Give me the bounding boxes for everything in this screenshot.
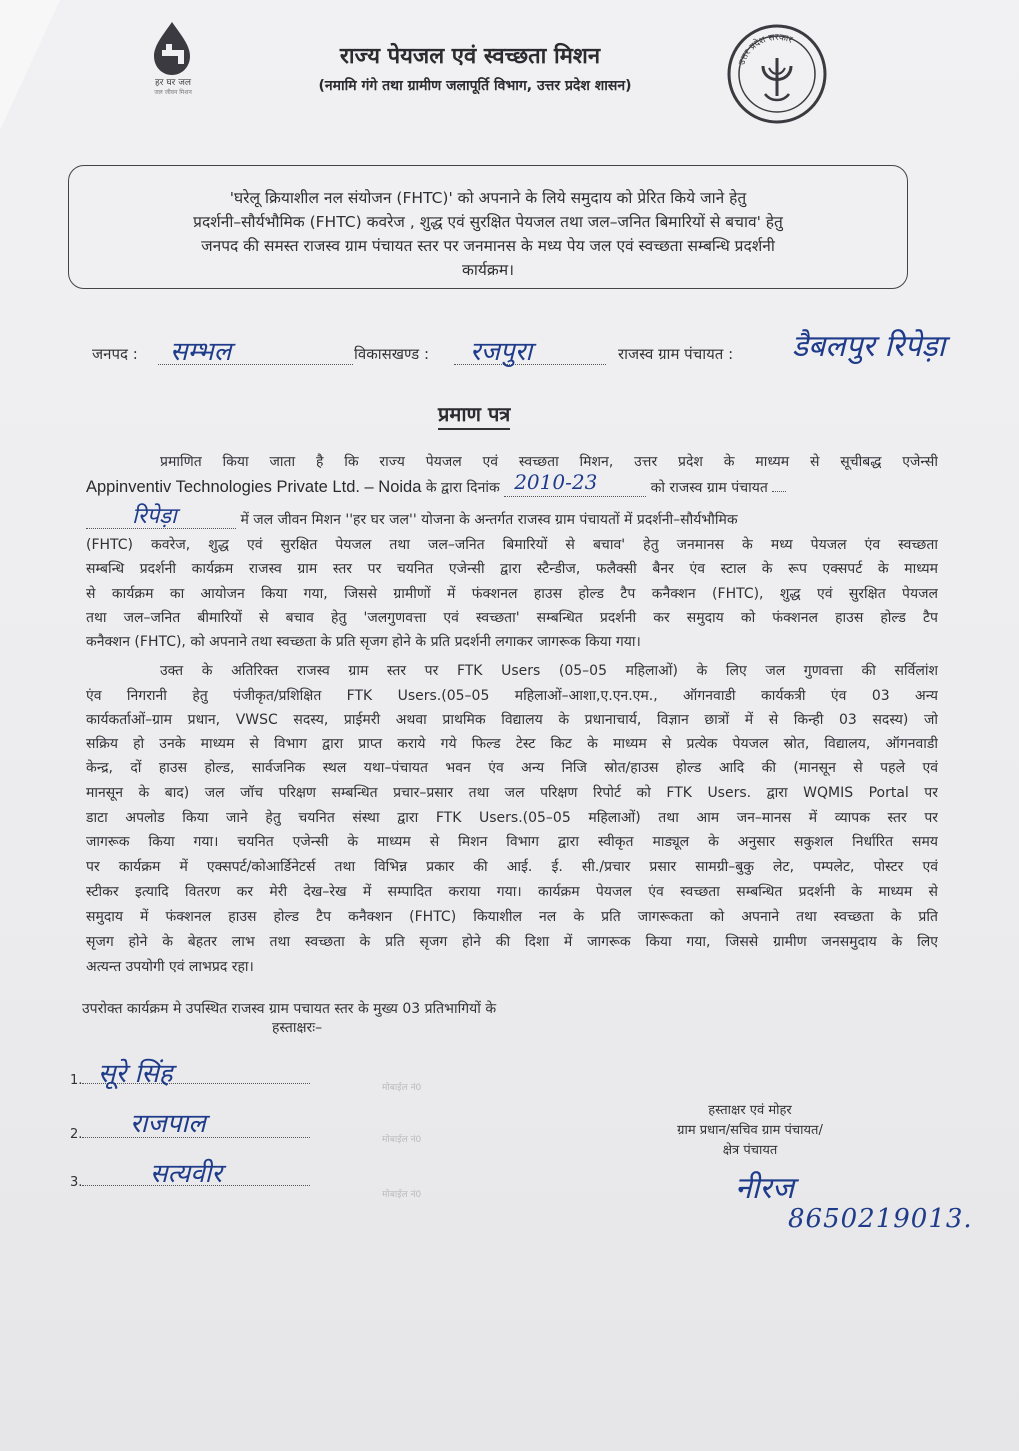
logo-left-text: हर घर जल [155, 78, 191, 88]
para1-line-4: (FHTC) कवरेज, शुद्ध एवं सुरक्षित पेयजल तथा जल–जनित बिमारियों से बचाव' हेतु जनमानस के मध्य पेयजल एंव स्वच्छता [86, 537, 938, 553]
panchayat-label: राजस्व ग्राम पंचायत : [618, 345, 734, 363]
box-line-1: 'घरेलू क्रियाशील नल संयोजन (FHTC)' को अपनाने के लिये समुदाय को प्रेरित किये जाने हेतु [229, 189, 747, 207]
panchayat-value: डैबलपुर रिपेड़ा [792, 329, 946, 364]
box-line-2: प्रदर्शनी–सौर्यभौमिक (FHTC) कवरेज , शुद्ध एवं सुरक्षित पेयजल तथा जल–जनित बिमारियों से बचाव' हेतु [193, 213, 783, 231]
para1-line-3 [86, 504, 938, 534]
para1-line-7: तथा जल–जनित बीमारियों से बचाव हेतु 'जलगुणवत्ता एवं स्वच्छता' सम्बन्धित प्रदर्शनी कर समुदाय को फंक्शनल हाउस होल्ड टैप [86, 610, 938, 626]
district-label: जनपद : [92, 345, 138, 363]
up-government-seal [725, 22, 829, 130]
attendee-signature-1 [70, 1058, 310, 1088]
attendee-signature-2 [70, 1109, 310, 1142]
attendee-mobile-hint: मोबाईल नं0 [382, 1083, 422, 1093]
uttar-pradesh-seal-icon [725, 22, 829, 126]
para1-line-2 [86, 470, 938, 502]
date-suffix: को राजस्व ग्राम पंचायत [650, 480, 768, 496]
location-fields [92, 329, 982, 374]
para2-line-13: अत्यन्त उपयोगी एवं लाभप्रद रहा। [86, 959, 254, 975]
para2-line-10: स्टीकर इत्यादि वितरण कर मेरी देख–रेख में सम्पादित कराया गया। कार्यक्रम पेयजल एंव स्वच्छता सम्बन्धित प्रदर्शनी के माध्यम से [86, 884, 938, 900]
district-value: सम्भल [170, 337, 232, 367]
paper-corner-shade [0, 0, 60, 130]
attendee-name: सत्यवीर [150, 1159, 223, 1189]
attendee-name: सूरे सिंह [98, 1059, 173, 1089]
official-phone: 8650219013. [788, 1204, 973, 1234]
sign-block-line-2: ग्राम प्रधान/सचिव ग्राम पंचायत/ [677, 1123, 823, 1138]
official-signature: नीरज [735, 1171, 794, 1206]
date-value: 2010-23 [514, 470, 598, 494]
date-prefix: के द्वारा दिनांक [425, 480, 500, 496]
para2-line-7: डाटा अपलोड किया जाने हेतु चयनित संस्था द्वारा FTK Users.(05–05 महिलाओं) तथा आम जन–मानस में व्यापक स्तर पर [86, 810, 938, 826]
attendees-line-2: हस्ताक्षरः– [272, 1020, 323, 1036]
para1-line-1: प्रमाणित किया जाता है कि राज्य पेयजल एवं स्वच्छता मिशन, उत्तर प्रदेश के माध्यम से सूचीबद्ध एजेन्सी [160, 454, 938, 470]
sign-block-line-3: क्षेत्र पंचायत [722, 1143, 778, 1158]
attendee-signature-3 [70, 1160, 310, 1190]
attendee-number: 1. [70, 1073, 83, 1088]
block-label: विकासखण्ड : [354, 345, 430, 363]
para1-line-3-text: में जल जीवन मिशन ''हर घर जल'' योजना के अन्तर्गत राजस्व ग्राम पंचायतों में प्रदर्शनी–सौर्यभौमिक [240, 512, 738, 528]
para2-line-1: उक्त के अतिरिक्त राजस्व ग्राम स्तर पर FTK Users (05–05 महिलाओं) के लिए जल गुणवत्ता की सर्विलांश [160, 663, 938, 679]
para2-line-12: सृजग होने के बेहतर लाभ तथा स्वच्छता के प्रति सृजग होने की दिशा में जागरूक किया गया, जिससे ग्रामीण जनसमुदाय के लिए [86, 934, 938, 950]
para2-line-4: सक्रिय हो उनके माध्यम से विभाग द्वारा प्राप्त कराये गये फिल्ड टेस्ट किट के माध्यम से प्रत्येक पेयजल स्रोत, विद्यालय, ऑगनवाडी [86, 736, 938, 752]
header-subtitle: (नमामि गंगे तथा ग्रामीण जलापूर्ति विभाग, उत्तर प्रदेश शासन) [318, 78, 632, 94]
agency-name: Appinventiv Technologies Private Ltd. – Noida [86, 478, 422, 496]
para1-line-5: सम्बन्धि प्रदर्शनी कार्यक्रम राजस्व ग्राम स्तर पर चयनित एजेन्सी द्वारा स्टैन्डीज, फलैक्सी बैनर एंव स्टाल के रूप एक्सपर्ट के माध्यम [86, 561, 938, 577]
para2-line-9: पर कार्यक्रम में एक्सपर्ट/कोआर्डिनेटर्स तथा विभिन्न प्रकार की आई. ई. सी./प्रचार प्रसार सामग्री–बुकु लेट, पम्पलेट, पोस्टर एवं [86, 859, 938, 875]
attendee-number: 3. [70, 1175, 83, 1190]
para2-line-11: समुदाय में फंक्शनल हाउस होल्ड टैप कनैक्शन (FHTC) कियाशील नल के प्रति जागरूकता को अपनाने तथा स्वच्छता के प्रति [86, 909, 938, 925]
har-ghar-jal-logo [118, 20, 228, 110]
box-line-3: जनपद की समस्त राजस्व ग्राम पंचायत स्तर पर जनमानस के मध्य पेय जल एवं स्वच्छता सम्बन्धि प्रदर्शनी [201, 237, 775, 255]
block-value: रजपुरा [470, 337, 533, 367]
attendee-mobile-hint: मोबाईल नं0 [382, 1190, 422, 1200]
attendee-number: 2. [70, 1127, 83, 1142]
para2-line-3: कार्यकर्ताओं–ग्राम प्रधान, VWSC सदस्य, प्राईमरी अथवा प्राथमिक विद्यालय के प्रधानाचार्य, विज्ञान छात्रों में से किन्ही 03 सदस्य) जो [86, 712, 938, 728]
para2-line-8: जागरूक किया गया। चयनित एजेन्सी के माध्यम से मिशन विभाग द्वारा स्वीकृत माड्यूल के अनुसार सकुशल निर्धारित समय [86, 834, 938, 850]
attendees-line-1: उपरोक्त कार्यक्रम मे उपस्थित राजस्व ग्राम पचायत स्तर के मुख्य 03 प्रतिभागियों के [82, 1001, 497, 1017]
box-line-4: कार्यक्रम। [462, 261, 514, 279]
logo-left-subtext: जल जीवन मिशन [154, 89, 192, 96]
para1-line-6: से कार्यक्रम का आयोजन किया गया, जिससे ग्रामीणों में फंक्शनल हाउस होल्ड टैप कनैक्शन (FHTC), शुद्ध एवं सुरक्षित पेयजल [86, 586, 938, 602]
header-title: राज्य पेयजल एवं स्वच्छता मिशन [339, 44, 601, 69]
para2-line-2: एंव निगरानी हेतु पंजीकृत/प्रशिक्षित FTK Users.(05–05 महिलाओं–आशा,ए.एन.एम., ऑगनवाडी कार्यकत्री एंव 03 अन्य [86, 688, 938, 704]
village-value: रिपेड़ा [132, 504, 177, 529]
attendee-name: राजपाल [130, 1109, 206, 1139]
village-field [86, 504, 236, 529]
sign-block-line-1: हस्ताक्षर एवं मोहर [708, 1103, 792, 1118]
date-field [504, 470, 646, 497]
certificate-title: प्रमाण पत्र [438, 400, 510, 430]
para2-line-6: मानसून के बाद) जल जॉच परिक्षण सम्बन्धित प्रचार–प्रसार तथा जल परिक्षण रिपोर्ट को FTK Users. द्वारा WQMIS Portal पर [86, 785, 938, 801]
attendee-mobile-hint: मोबाईल नं0 [382, 1135, 422, 1145]
seal-text: उत्तर प्रदेश सरकार [737, 32, 794, 67]
para1-line-8: कनैक्शन (FHTC), को अपनाने तथा स्वच्छता के प्रति सृजग होने के प्रति प्रदर्शनी लगाकर जागरूक किया गया। [86, 634, 641, 650]
para2-line-5: केन्द्र, दों हाउस होल्ड, सार्वजनिक स्थल यथा–पंचायत भवन एंव अन्य निजि स्रोत/हाउस होल्ड आदि की (मानसून से पहले एवं [86, 760, 938, 776]
water-drop-tap-icon [140, 20, 204, 78]
